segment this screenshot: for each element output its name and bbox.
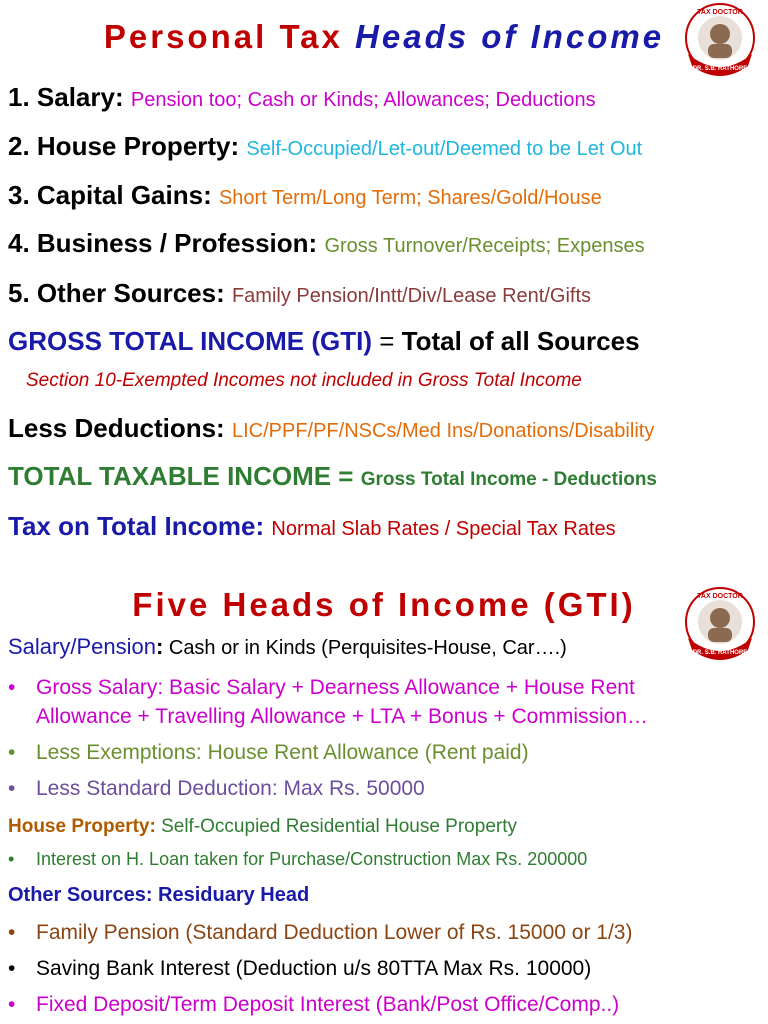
- salary-label: Salary/Pension: [8, 634, 156, 659]
- logo-bottom-text: DR. S.B. RATHORE: [692, 66, 748, 72]
- income-head-house-property: [8, 131, 642, 162]
- income-head-salary: [8, 82, 596, 113]
- item-detail: Short Term/Long Term; Shares/Gold/House: [218, 187, 602, 209]
- bullet-text: Gross Salary: Basic Salary + Dearness Allowance + House Rent: [36, 676, 635, 699]
- bullet-standard-deduction: [8, 777, 425, 801]
- item-label: 4. Business / Profession:: [8, 228, 318, 258]
- bullet-gross-salary-cont: [36, 705, 648, 729]
- salary-colon: :: [155, 634, 164, 659]
- title-part-2: Heads of Income: [355, 18, 665, 55]
- bullet-icon: •: [8, 676, 16, 699]
- gti-value: Total of all Sources: [401, 326, 640, 356]
- less-label: Less Deductions:: [8, 413, 225, 443]
- tax-detail: Normal Slab Rates / Special Tax Rates: [271, 518, 616, 540]
- other-sources-line: Other Sources: Residuary Head: [8, 884, 310, 906]
- logo-top-text: TAX DOCTOR: [697, 9, 743, 16]
- income-head-other-sources: [8, 278, 591, 309]
- item-label: 3. Capital Gains:: [8, 180, 212, 210]
- bullet-fixed-deposit: [8, 993, 619, 1017]
- bullet-text: Family Pension (Standard Deduction Lower of Rs. 15000 or 1/3): [36, 921, 633, 944]
- item-detail: Pension too; Cash or Kinds; Allowances; Deductions: [130, 89, 596, 111]
- taxable-label: TOTAL TAXABLE INCOME =: [8, 461, 361, 491]
- logo-bottom-text: DR. S.B. RATHORE: [692, 650, 748, 656]
- salary-detail: Cash or in Kinds (Perquisites-House, Car….): [163, 637, 567, 659]
- bullet-text: Less Exemptions: House Rent Allowance (Rent paid): [36, 741, 529, 764]
- gti-equals: =: [372, 326, 402, 356]
- gti-line: [8, 326, 640, 357]
- bullet-saving-bank: [8, 957, 591, 981]
- tax-doctor-logo: [682, 2, 758, 78]
- bullet-icon: •: [8, 777, 16, 800]
- item-label: 1. Salary:: [8, 82, 124, 112]
- bullet-gross-salary: [8, 676, 635, 700]
- bullet-less-exemptions: [8, 741, 529, 765]
- item-detail: Gross Turnover/Receipts; Expenses: [324, 235, 645, 257]
- tax-on-income-line: [8, 511, 616, 542]
- taxable-detail: Gross Total Income - Deductions: [360, 469, 658, 490]
- page-title: [0, 18, 768, 56]
- less-detail: LIC/PPF/PF/NSCs/Med Ins/Donations/Disability: [231, 420, 655, 442]
- income-head-capital-gains: [8, 180, 602, 211]
- bullet-text: Less Standard Deduction: Max Rs. 50000: [36, 777, 425, 800]
- taxable-income-line: [8, 461, 657, 492]
- hp-label: House Property:: [8, 816, 156, 837]
- item-detail: Self-Occupied/Let-out/Deemed to be Let Out: [246, 138, 643, 160]
- house-property-line: [8, 816, 517, 838]
- item-label: 2. House Property:: [8, 131, 240, 161]
- bullet-icon: •: [8, 741, 16, 764]
- bullet-icon: •: [8, 957, 16, 980]
- section-title: Five Heads of Income (GTI): [132, 586, 636, 623]
- bullet-icon: •: [8, 849, 15, 869]
- tax-label: Tax on Total Income:: [8, 511, 265, 541]
- bullet-icon: •: [8, 921, 16, 944]
- bullet-text: Fixed Deposit/Term Deposit Interest (Bank/Post Office/Comp..): [36, 993, 620, 1016]
- exempt-note: Section 10-Exempted Incomes not included in Gross Total Income: [26, 370, 582, 391]
- title-part-1: Personal Tax: [103, 18, 356, 55]
- bullet-home-loan: [8, 849, 587, 870]
- bullet-icon: •: [8, 993, 16, 1016]
- salary-pension-line: [8, 634, 567, 660]
- item-label: 5. Other Sources:: [8, 278, 225, 308]
- income-head-business: [8, 228, 645, 259]
- hp-detail: Self-Occupied Residential House Property: [155, 816, 517, 837]
- bullet-family-pension: [8, 921, 632, 945]
- bullet-text: Interest on H. Loan taken for Purchase/Construction Max Rs. 200000: [36, 849, 588, 869]
- less-deductions-line: [8, 413, 654, 444]
- tax-doctor-logo-2: [682, 586, 758, 662]
- bullet-text: Saving Bank Interest (Deduction u/s 80TTA Max Rs. 10000): [36, 957, 592, 980]
- gti-label: GROSS TOTAL INCOME (GTI): [8, 326, 372, 356]
- bullet-text: Allowance + Travelling Allowance + LTA + Bonus + Commission…: [36, 705, 649, 728]
- item-detail: Family Pension/Intt/Div/Lease Rent/Gifts: [231, 285, 592, 307]
- logo-top-text: TAX DOCTOR: [697, 593, 743, 600]
